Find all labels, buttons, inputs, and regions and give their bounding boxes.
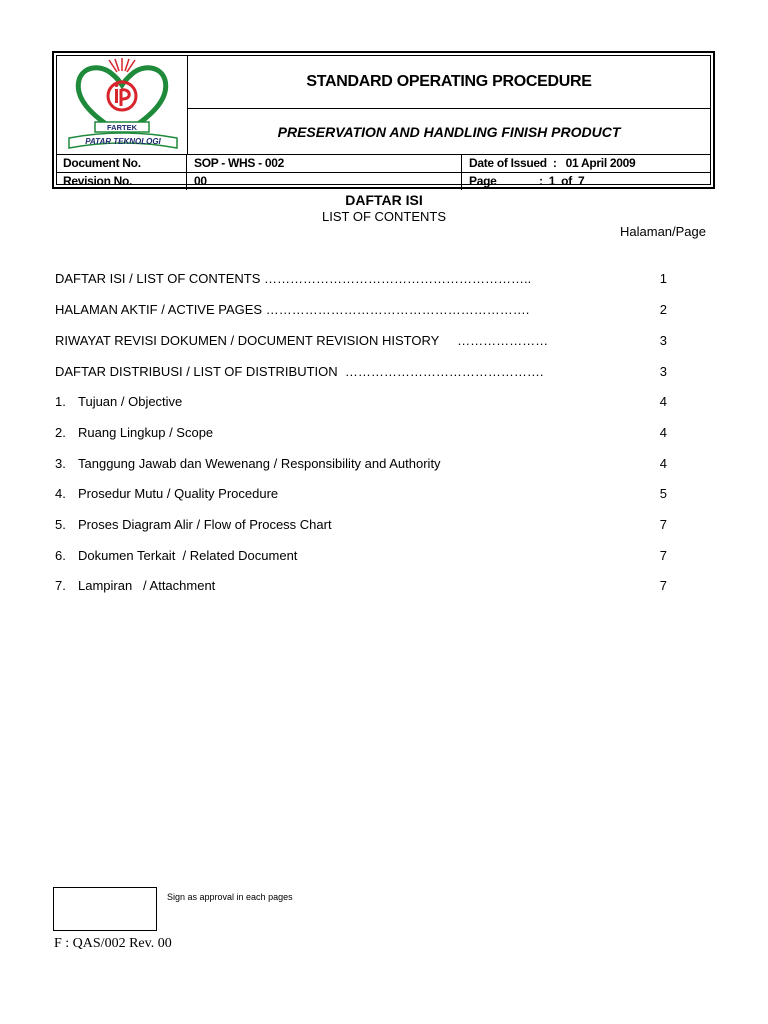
toc-entry-page: 2 (659, 302, 667, 317)
toc-entry-page: 3 (659, 333, 667, 348)
toc-entry (55, 302, 667, 320)
toc-section-index: 5. (55, 517, 66, 532)
toc-section-text: Prosedur Mutu / Quality Procedure (78, 486, 279, 501)
toc-entry (55, 271, 667, 289)
toc-section-index: 4. (55, 486, 66, 501)
heart-logo-icon (57, 56, 187, 154)
toc-section-page: 7 (659, 548, 667, 563)
toc-entry (55, 333, 667, 351)
toc-entry-text: DAFTAR DISTRIBUSI / LIST OF DISTRIBUTION ………………………………………. (55, 364, 544, 379)
toc-section (55, 578, 667, 596)
toc-section-text: Tanggung Jawab dan Wewenang / Responsibility and Authority (78, 456, 441, 471)
toc-section-index: 3. (55, 456, 66, 471)
toc-section-text: Dokumen Terkait / Related Document (78, 548, 298, 563)
page-column-header: Halaman/Page (620, 224, 706, 239)
toc-section-index: 2. (55, 425, 66, 440)
rev-no-value: 00 (188, 173, 462, 190)
approval-signature-box (53, 887, 157, 931)
toc-section-text: Tujuan / Objective (78, 394, 183, 409)
toc-section-page: 7 (659, 578, 667, 593)
toc-section (55, 517, 667, 535)
toc-title: DAFTAR ISI (345, 192, 423, 208)
toc-section-text: Ruang Lingkup / Scope (78, 425, 214, 440)
toc-section-index: 7. (55, 578, 66, 593)
doc-no-value: SOP - WHS - 002 (188, 155, 462, 172)
toc-section-index: 6. (55, 548, 66, 563)
toc-section-page: 5 (659, 486, 667, 501)
meta-row-revision (57, 172, 710, 190)
toc-section-page: 4 (659, 456, 667, 471)
meta-row-document (57, 154, 710, 172)
form-code: F : QAS/002 Rev. 00 (54, 936, 172, 951)
toc-section (55, 486, 667, 504)
page-info: Page : 1 of 7 (469, 174, 585, 188)
toc-entry-text: RIWAYAT REVISI DOKUMEN / DOCUMENT REVISION HISTORY ………………… (55, 333, 549, 348)
toc-subtitle: LIST OF CONTENTS (322, 209, 446, 224)
document-title: STANDARD OPERATING PROCEDURE (188, 56, 710, 109)
toc-entry-text: HALAMAN AKTIF / ACTIVE PAGES ……………………………………………………. (55, 302, 530, 317)
toc-entry (55, 364, 667, 382)
toc-entry-page: 3 (659, 364, 667, 379)
company-logo (57, 56, 188, 154)
toc-section (55, 456, 667, 474)
toc-section-index: 1. (55, 394, 66, 409)
header-table (56, 55, 711, 188)
toc-section (55, 548, 667, 566)
toc-section-text: Lampiran / Attachment (78, 578, 216, 593)
rev-no-label: Revision No. (57, 173, 187, 190)
approval-note: Sign as approval in each pages (167, 892, 293, 902)
logo-text-bottom: PATAR TEKNOLOGI (85, 137, 161, 146)
doc-no-label: Document No. (57, 155, 187, 172)
toc-section (55, 394, 667, 412)
toc-entry-page: 1 (659, 271, 667, 286)
toc-section-page: 7 (659, 517, 667, 532)
document-header (52, 51, 715, 189)
toc-section-text: Proses Diagram Alir / Flow of Process Chart (78, 517, 332, 532)
toc-section (55, 425, 667, 443)
date-of-issue: Date of Issued : 01 April 2009 (469, 156, 636, 170)
toc-entry-text: DAFTAR ISI / LIST OF CONTENTS …………………………………………………….. (55, 271, 532, 286)
toc-section-page: 4 (659, 425, 667, 440)
document-subtitle: PRESERVATION AND HANDLING FINISH PRODUCT (277, 123, 621, 140)
toc-section-page: 4 (659, 394, 667, 409)
logo-text-top: FARTEK (107, 123, 137, 132)
